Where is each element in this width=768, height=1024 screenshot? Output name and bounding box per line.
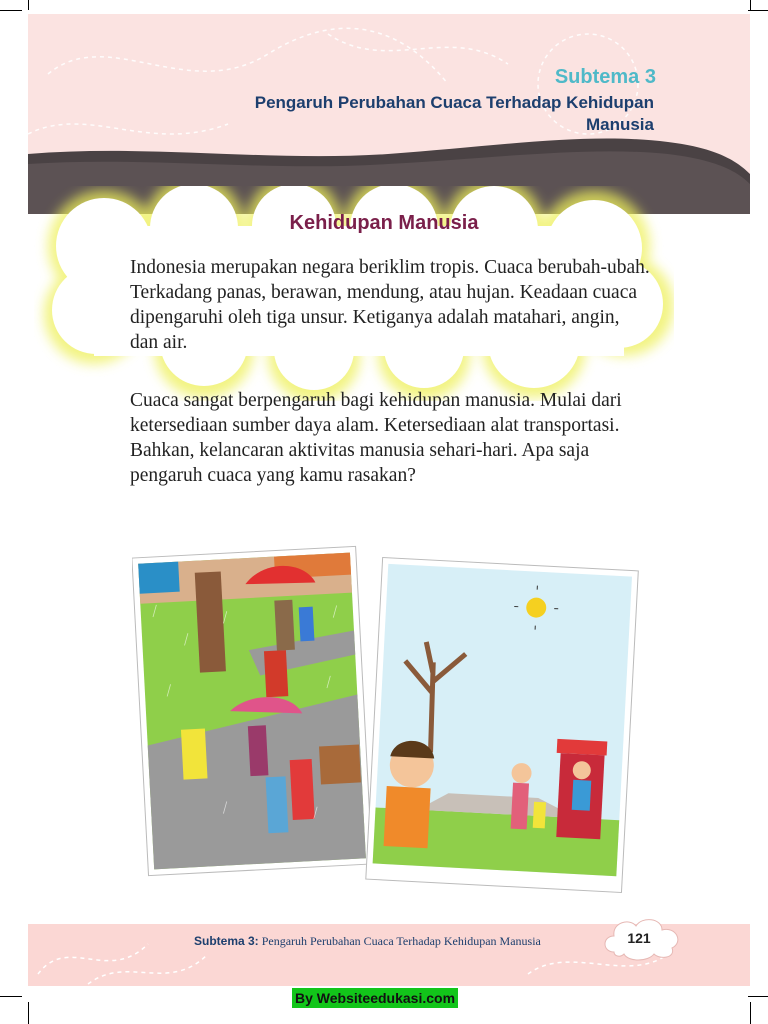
footer-subtema-label: Subtema 3:: [194, 934, 259, 948]
crop-mark: [750, 1002, 751, 1024]
subtema-title: Pengaruh Perubahan Cuaca Terhadap Kehidupan Manusia: [254, 93, 654, 134]
rainy-park-illustration: [132, 540, 372, 880]
footer-caption: [194, 934, 541, 949]
crop-mark: [0, 996, 22, 997]
sunny-day-illustration: [362, 556, 642, 896]
paragraph-intro: Indonesia merupakan negara beriklim tropis. Cuaca berubah-ubah. Terkadang panas, berawan, mendung, atau hujan. Keadaan cuaca dipengaruhi oleh tiga unsur. Ketiganya adalah matahari, angin, dan air.: [130, 257, 650, 353]
paragraph-impact: Cuaca sangat berpengaruh bagi kehidupan manusia. Mulai dari ketersediaan sumber daya alam. Ketersediaan alat transportasi. Bahkan, kelancaran aktivitas manusia sehari-hari. Apa saja pengaruh cuaca yang kamu rasakan?: [130, 390, 622, 486]
footer-subtema-title: Pengaruh Perubahan Cuaca Terhadap Kehidupan Manusia: [261, 934, 541, 948]
crop-mark: [28, 1002, 29, 1024]
crop-mark: [0, 10, 22, 11]
crop-mark: [748, 10, 768, 11]
crop-mark: [748, 996, 768, 997]
section-title: Kehidupan Manusia: [289, 212, 479, 234]
crop-mark: [28, 0, 29, 10]
website-watermark[interactable]: By Websiteedukasi.com: [292, 988, 458, 1008]
subtema-label: Subtema 3: [554, 66, 656, 88]
page-number: 121: [627, 930, 651, 946]
crop-mark: [750, 0, 751, 10]
